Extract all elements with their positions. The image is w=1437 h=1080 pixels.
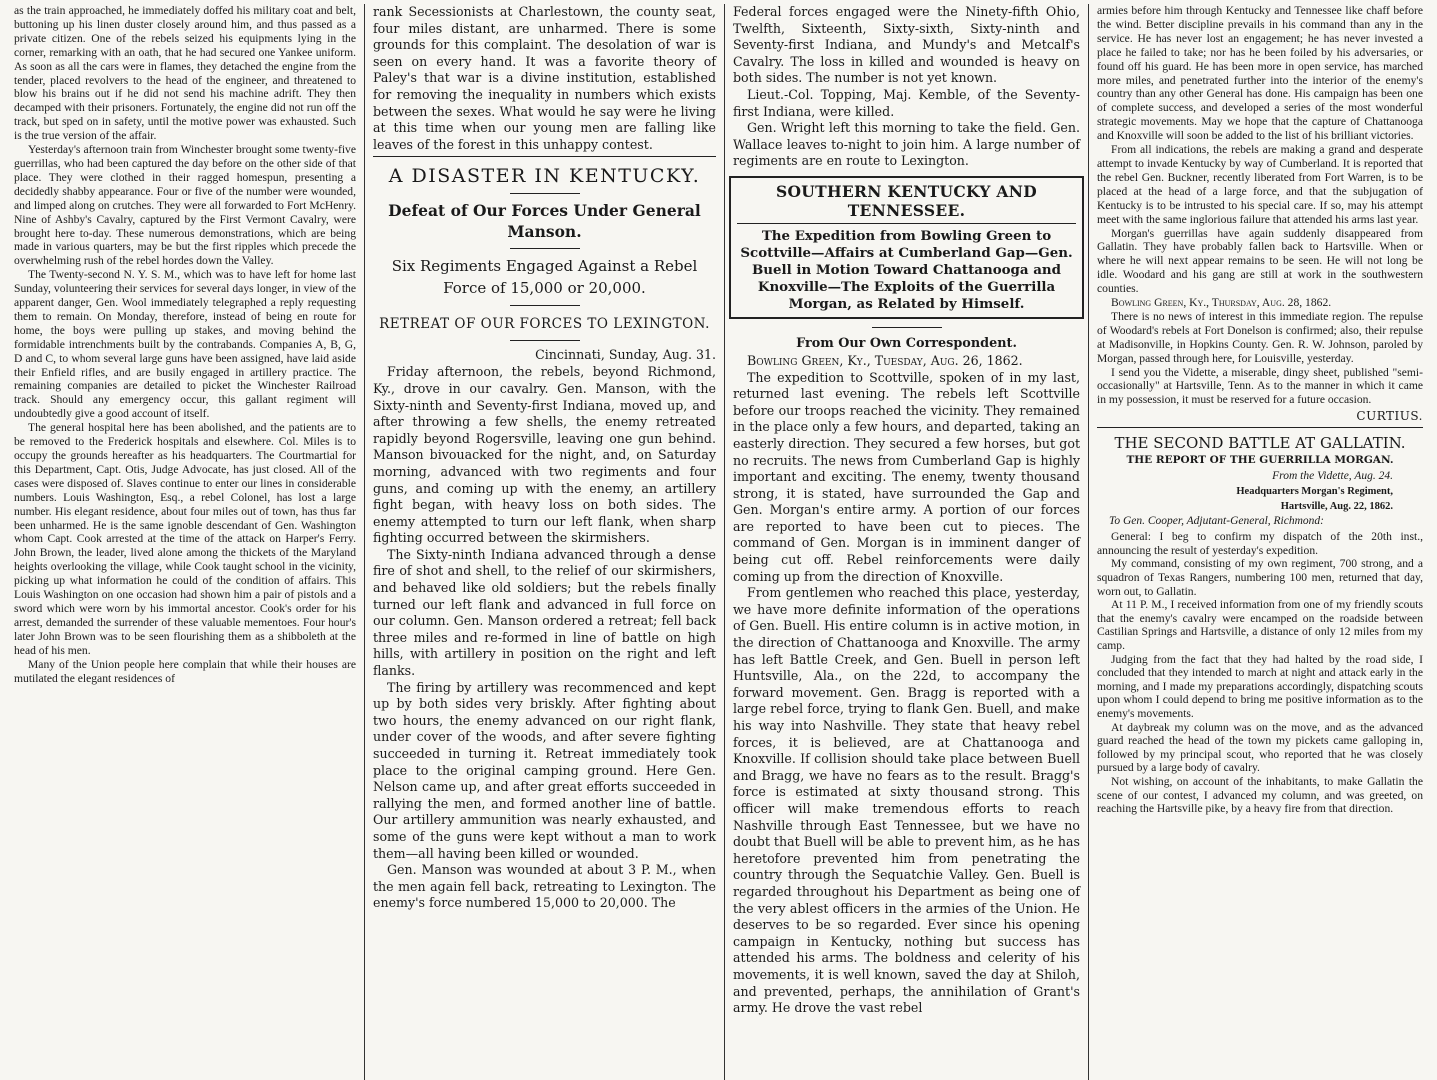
article-deck: RETREAT OF OUR FORCES TO LEXINGTON. xyxy=(379,316,710,333)
section-divider xyxy=(373,156,716,157)
article-paragraph: Friday afternoon, the rebels, beyond Richmond, Ky., drove in our cavalry. Gen. Manson, with the Sixty-ninth and Seventy-first Indiana, moved up, and after throwing a few shells, the enemy retreated rapidly beyond Rogersville, leaving one gun behind. Manson bivouacked for the night, and, on Saturday morning, advanced with two regiments and four guns, and coming up with the enemy, an artillery fight began, with heavy loss on both sides. The enemy attempted to turn our left flank, when sharp fighting occurred between the skirmishers. xyxy=(373,364,716,546)
column-2 xyxy=(364,4,724,1080)
headquarters-line: Hartsville, Aug. 22, 1862. xyxy=(1280,501,1393,513)
headline-rule xyxy=(510,305,580,306)
col1-paragraph: Many of the Union people here complain that while their houses are mutilated the elegant residences of xyxy=(14,657,356,685)
column-4 xyxy=(1088,4,1431,1080)
article-dateline: Bowling Green, Ky., Thursday, Aug. 28, 1862. xyxy=(1111,296,1332,310)
col1-paragraph: The Twenty-second N. Y. S. M., which was to have left for home last Sunday, volunteering their services for several days longer, in view of the apparent danger, Gen. Wool immediately telegraphed a reply requesting them to remain. On Monday, therefore, instead of being en route for home, the boys were pulling up stakes, and moving behind the formidable intrenchments built by the contrabands. Companies A, B, G, D and C, to whom several large guns have been assigned, have laid aside their Enfield rifles, and are busily engaged in artillery practice. The remaining companies are detailed to picket the Winchester Railroad track. Should any emergency occur, this gallant regiment will undoubtedly give a good account of itself. xyxy=(14,268,356,421)
col3-top-paragraph: Gen. Wright left this morning to take the field. Gen. Wallace leaves to-night to join him. A large number of regiments are en route to Lexington. xyxy=(733,120,1080,169)
column-3 xyxy=(724,4,1088,1080)
article-paragraph: The Sixty-ninth Indiana advanced through a dense fire of shot and shell, to the relief of our skirmishers, and behaved like old soldiers; but the rebels finally turned our left flank and advanced in full force on our column. Gen. Manson ordered a retreat; fell back three miles and re-formed in line of battle on high hills, with artillery in position on the right and left flanks. xyxy=(373,546,716,679)
article-dateline: Cincinnati, Sunday, Aug. 31. xyxy=(535,347,716,363)
article-byline: From Our Own Correspondent. xyxy=(796,335,1017,351)
section-divider xyxy=(1097,427,1423,428)
headquarters-line: Headquarters Morgan's Regiment, xyxy=(1236,486,1393,498)
addressee-line: To Gen. Cooper, Adjutant-General, Richmond: xyxy=(1109,515,1324,528)
col2-top-paragraph: rank Secessionists at Charlestown, the county seat, four miles distant, are unharmed. There is some grounds for this complaint. The desolation of war is seen on every hand. It was a favorite theory of Paley's that war is a divine institution, established for removing the inequality in numbers which exists between the sexes. What would he say were he living at this time when our young men are falling like leaves of the forest in this unhappy contest. xyxy=(373,4,716,152)
report-paragraph: General: I beg to confirm my dispatch of the 20th inst., announcing the result of yesterday's expedition. xyxy=(1097,530,1423,557)
report-paragraph: Not wishing, on account of the inhabitants, to make Gallatin the scene of our contest, I advanced my column, and was greeted, on reaching the Hartsville pike, by a heavy fire from that direction. xyxy=(1097,774,1423,816)
report-paragraph: At daybreak my column was on the move, and as the advanced guard reached the head of the town my pickets came galloping in, followed by my principal scout, who reported that he was closely pursued by a large body of cavalry. xyxy=(1097,720,1423,775)
col3-top-paragraph: Federal forces engaged were the Ninety-fifth Ohio, Twelfth, Sixteenth, Sixty-sixth, Sixty-ninth and Seventy-first Indiana, and Mundy's and Metcalf's Cavalry. The loss in killed and wounded is heavy on both sides. The number is not yet known. xyxy=(733,4,1080,86)
article-paragraph: From gentlemen who reached this place, yesterday, we have more definite information of the operations of Gen. Buell. His entire column is in active motion, in the direction of Chattanooga and Knoxville. The army has left Battle Creek, and Gen. Buell in person left Huntsville, Ala., on the 22d, to accompany the forward movement. Gen. Bragg is reported with a large rebel force, trying to flank Gen. Buell, and make his way into Nashville. They state that heavy rebel forces, it is believed, are at Chattanooga and Knoxville. If collision should take place between Buell and Bragg, we have no fears as to the result. Bragg's force is estimated at sixty thousand strong. This officer will make tremendous efforts to reach Nashville through East Tennessee, but we have no doubt that Buell will be able to prevent him, as he has heretofore prevented him from penetrating the country through the Sequatchie Valley. Gen. Buell is regarded throughout his Department as being one of the very ablest officers in the armies of the Union. He deserves to be so regarded. Ever since his opening campaign in Kentucky, nothing but success has attended his arms. The boldness and celerity of his movements, it is well known, saved the day at Shiloh, and prevented, perhaps, the annihilation of Grant's army. He drove the vast rebel xyxy=(733,585,1080,1016)
article-heading-box xyxy=(729,176,1084,319)
col1-paragraph: Yesterday's afternoon train from Winchester brought some twenty-five guerrillas, who had been captured the day before on the other side of that place. They were clothed in their ragged homespun, presenting a decidedly shabby appearance. Four or five of the number were wounded, and limped along on crutches. They were all forwarded to Fort McHenry. Nine of Ashby's Cavalry, captured by the First Vermont Cavalry, were brought here to-day. These numerous demonstrations, which are being made in various quarters, may be but the first ripples which precede the overwhelming rush of the rebel hordes down the Valley. xyxy=(14,143,356,268)
article-subheadline: THE REPORT OF THE GUERRILLA MORGAN. xyxy=(1126,454,1394,467)
headline-rule xyxy=(510,193,580,194)
article-dateline: Bowling Green, Ky., Tuesday, Aug. 26, 1862. xyxy=(747,352,1023,368)
headline-rule xyxy=(510,340,580,341)
headline-rule xyxy=(872,327,942,328)
article-paragraph: Gen. Manson was wounded at about 3 P. M., when the men again fell back, retreating to Lexington. The enemy's force numbered 15,000 to 20,000. The xyxy=(373,862,716,911)
col4-paragraph: There is no news of interest in this immediate region. The repulse of Woodard's rebels at Fort Donelson is confirmed; also, their repulse at Madisonville, in Hopkins County. Gen. R. W. Johnson, paroled by Morgan, passed through here, for Louisville, yesterday. xyxy=(1097,309,1423,365)
report-paragraph: My command, consisting of my own regiment, 700 strong, and a squadron of Texas Rangers, numbering 100 men, returned that day, worn out, to Gallatin. xyxy=(1097,557,1423,598)
article-headline: THE SECOND BATTLE AT GALLATIN. xyxy=(1114,434,1406,453)
col4-paragraph: From all indications, the rebels are making a grand and desperate attempt to invade Kentucky by way of Cumberland. It is reported that the rebel Gen. Buckner, recently liberated from Fort Warren, is to be placed at the head of a large force, and that the subjugation of Kentucky is to be intrusted to his special care. If so, may his attempt meet with the same inglorious failure that attended his arms last year. xyxy=(1097,143,1423,226)
col4-paragraph: I send you the Vidette, a miserable, dingy sheet, published "semi-occasionally" at Hartsville, Tenn. As to the manner in which it came in my possession, it must be reserved for a future occasion. xyxy=(1097,365,1423,407)
col4-paragraph: armies before him through Kentucky and Tennessee like chaff before the wind. Better discipline prevails in his command than any in the service. He has never lost an engagement; he has never invested a place he failed to take; nor has he been foiled by his adversaries, or found off his guard. He has been more in open service, has marched more miles, and penetrated further into the interior of the enemy's country than any other General has done. His campaign has been one of complete success, and developed a series of the most wonderful strategic movements. May we hope that the capture of Chattanooga and Knoxville will soon be added to the list of his brilliant victories. xyxy=(1097,4,1423,143)
col3-top-paragraph: Lieut.-Col. Topping, Maj. Kemble, of the Seventy-first Indiana, were killed. xyxy=(733,86,1080,119)
article-deck: Six Regiments Engaged Against a Rebel Force of 15,000 or 20,000. xyxy=(391,257,698,298)
article-deck: Defeat of Our Forces Under General Manson. xyxy=(388,201,701,242)
col4-paragraph: Morgan's guerrillas have again suddenly disappeared from Gallatin. They have probably fallen back to Hartsville. When or where he will next appear remains to be seen. He will not long be idle. Woodard and his gang are still at work in the southwestern counties. xyxy=(1097,226,1423,296)
col1-paragraph: The general hospital here has been abolished, and the patients are to be removed to the Frederick hospitals and elsewhere. Col. Miles is to occupy the grounds hereafter as his headquarters. The Courtmartial for this Department, Capt. Otis, Judge Advocate, has just closed. All of the cases were disposed of. Slaves continue to enter our lines in considerable numbers. Louis Washington, Esq., a rebel Colonel, has lost a large number. His elegant residence, about four miles out of town, has thus far been unharmed. He is the same ignoble descendant of Gen. Washington whom Capt. Cook arrested at the time of the attack on Harper's Ferry. John Brown, the leader, lived alone among the thickets of the Maryland heights overlooking the village, while Cook taught school in the vicinity, picking up what information he could of the condition of affairs. This Louis Washington on one occasion had shown him a pair of pistols and a sword which were worn by his immortal ancestor. Cook's order for his arrest, demanded the surrender of these valuable mementoes. Four hour's later John Brown was to be seen flourishing them as a shibboleth at the head of his men. xyxy=(14,421,356,657)
article-headline: SOUTHERN KENTUCKY AND TENNESSEE. xyxy=(737,182,1076,224)
article-deck: The Expedition from Bowling Green to Scottville—Affairs at Cumberland Gap—Gen. Buell in Motion Toward Chattanooga and Knoxville—The Exploits of the Guerrilla Morgan, as Related by Himself. xyxy=(740,227,1073,312)
article-paragraph: The firing by artillery was recommenced and kept up by both sides very briskly. After fighting about two hours, the enemy advanced on our right flank, under cover of the woods, and after severe fighting succeeded in turning it. Retreat immediately took place to the original camping ground. Here Gen. Nelson came up, and after great efforts succeeded in rallying the men, and formed another line of battle. Our artillery ammunition was nearly exhausted, and some of the guns were kept without a man to work them—all having been killed or wounded. xyxy=(373,679,716,861)
report-paragraph: At 11 P. M., I received information from one of my friendly scouts that the enemy's cavalry were encamped on the roadside between Castilian Springs and Hartsville, a distance of only 12 miles from my camp. xyxy=(1097,598,1423,653)
source-line: From the Vidette, Aug. 24. xyxy=(1272,470,1393,483)
report-body xyxy=(1097,530,1423,815)
col1-paragraph: as the train approached, he immediately doffed his military coat and belt, buttoning up his linen duster closely around him, and thus passed as a private citizen. One of the rebels seized his equipments lying in the corner, remarking with an oath, that he had secured one Yankee uniform. As soon as all the cars were in flames, they detached the engine from the tender, placed revolvers to the head of the engineer, and threatened to blow his brains out if he did not send his machine adrift. They then decamped with their prisoners. Fortunately, the engine did not run off the track, but sped on in safety, until the motive power was exhausted. Such is the true version of the affair. xyxy=(14,4,356,143)
column-1 xyxy=(6,4,364,1080)
signature: CURTIUS. xyxy=(1356,409,1423,424)
article-paragraph: The expedition to Scottville, spoken of in my last, returned last evening. The rebels left Scottville before our troops reached the vicinity. They remained in the place only a few hours, and departed, taking an easterly direction. They secured a few horses, but got no recruits. The news from Cumberland Gap is highly important and exciting. The enemy, twenty thousand strong, it is stated, have surrounded the Gap and Gen. Morgan's entire army. A portion of our forces are reported to have been cut to pieces. The command of Gen. Morgan is in imminent danger of being cut off. Rebel reinforcements were daily coming up from the direction of Knoxville. xyxy=(733,369,1080,584)
article-headline: A DISASTER IN KENTUCKY. xyxy=(388,165,701,188)
report-paragraph: Judging from the fact that they had halted by the road side, I concluded that they intended to march at night and attack early in the morning, and I made my preparations accordingly, dispatching scouts upon whom I could depend to bring me positive information as to the enemy's movements. xyxy=(1097,652,1423,720)
headline-rule xyxy=(510,248,580,249)
